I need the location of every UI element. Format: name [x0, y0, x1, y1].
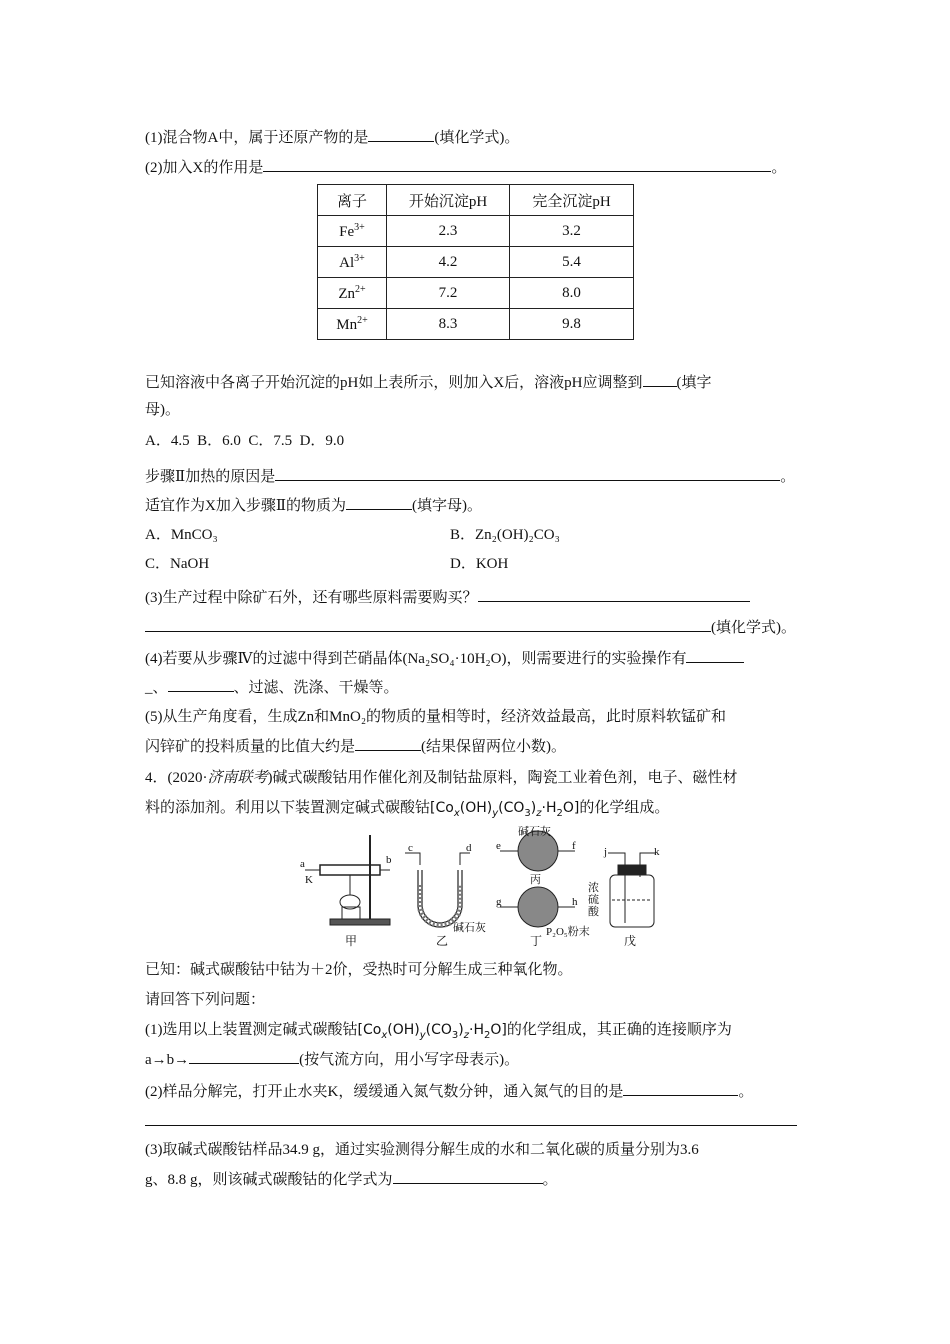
answer-blank [393, 1169, 543, 1184]
sub-question-2 [145, 1081, 753, 1102]
header-cell: 离子 [318, 185, 387, 216]
text: (结果保留两位小数)。 [421, 739, 567, 755]
text: (2)加入X的作用是 [145, 160, 264, 176]
text: (1)选用以上装置测定碱式碳酸钴 [145, 1022, 358, 1038]
ph-table [317, 184, 634, 340]
question-4 [145, 648, 744, 669]
paragraph [145, 495, 482, 516]
answer-blank [145, 1111, 797, 1126]
text: (填化学式)。 [434, 130, 520, 146]
svg-text:c: c [408, 842, 413, 854]
svg-text:酸: 酸 [588, 906, 599, 918]
sub-question-3: (3)取碱式碳酸钴样品34.9 g，通过实验测得分解生成的水和二氧化碳的质量分别为3.6 [145, 1142, 699, 1158]
instruction: 请回答下列问题： [145, 992, 266, 1008]
known-text: 已知：碱式碳酸钴中钴为＋2价，受热时可分解生成三种氧化物。 [145, 962, 573, 978]
cell: 8.3 [387, 309, 510, 340]
header-cell: 完全沉淀pH [510, 185, 634, 216]
text: (填字 [676, 375, 712, 391]
text: 的化学组成。 [579, 800, 670, 816]
text: 。 [738, 1084, 754, 1100]
text: )碱式碳酸钴用作催化剂及制钴盐原料，陶瓷工业着色剂，电子、磁性材 [267, 770, 738, 786]
svg-text:f: f [572, 840, 576, 852]
apparatus-diagram [290, 825, 670, 950]
answer-blank [686, 648, 744, 663]
cell: 9.8 [510, 309, 634, 340]
svg-text:乙: 乙 [436, 934, 449, 948]
text: (2)样品分解完，打开止水夹K，缓缓通入氮气数分钟，通入氮气的目的是 [145, 1084, 624, 1100]
svg-text:甲: 甲 [345, 934, 358, 948]
charge: 3+ [354, 252, 365, 264]
svg-text:戊: 戊 [624, 934, 637, 948]
text: (填化学式)。 [711, 620, 796, 636]
problem-4-cont [145, 798, 669, 824]
text: 适宜作为X加入步骤Ⅱ的物质为 [145, 498, 347, 514]
ion-cell [318, 278, 387, 309]
question-2 [145, 157, 786, 178]
answer-blank [145, 617, 711, 632]
text: 料的添加剂。利用以下装置测定碱式碳酸钴 [145, 800, 431, 816]
cell: 5.4 [510, 247, 634, 278]
option-d: D．KOH [450, 556, 509, 572]
text: (按气流方向，用小写字母表示)。 [299, 1052, 520, 1068]
ion: Zn [338, 285, 356, 302]
answer-blank [189, 1049, 299, 1064]
text: a→b→ [145, 1052, 190, 1068]
formula: $[Co_x(OH)_y(CO_3)_z\cdot H_2O]$ [357, 1022, 507, 1041]
source: 济南联考 [207, 770, 268, 786]
text: 已知溶液中各离子开始沉淀的pH如上表所示，则加入X后，溶液pH应调整到 [145, 375, 643, 391]
text: 步骤Ⅱ加热的原因是 [145, 469, 276, 485]
svg-text:碱石灰: 碱石灰 [518, 826, 551, 838]
svg-text:丁: 丁 [530, 934, 543, 948]
svg-text:h: h [572, 896, 578, 908]
cell: 4.2 [387, 247, 510, 278]
table-row [318, 247, 634, 278]
answer-blank [355, 736, 421, 751]
answer-blank [346, 495, 412, 510]
svg-text:硫: 硫 [588, 894, 599, 906]
question-1 [145, 127, 519, 148]
ion-cell [318, 309, 387, 340]
text: 4．(2020· [145, 770, 208, 786]
svg-text:浓: 浓 [588, 882, 599, 894]
ion: Mn [336, 316, 358, 333]
problem-4 [145, 768, 738, 788]
table-row [318, 278, 634, 309]
answer-blank [168, 677, 234, 692]
question-4-cont [145, 677, 399, 698]
svg-text:b: b [386, 854, 392, 866]
svg-text:j: j [604, 846, 608, 858]
cell: 2.3 [387, 216, 510, 247]
ion: Fe [339, 223, 355, 240]
svg-text:P₂O₅粉末: P₂O₅粉末 [546, 926, 590, 938]
apparatus-yi [405, 842, 486, 948]
table-row [318, 309, 634, 340]
svg-text:K: K [305, 874, 313, 886]
text: 闪锌矿的投料质量的比值大约是 [145, 739, 356, 755]
text: (3)生产过程中除矿石外，还有哪些原料需要购买？ [145, 590, 478, 606]
text: 母)。 [145, 402, 180, 418]
text: 。 [542, 1172, 558, 1188]
text: 。 [771, 160, 787, 176]
svg-text:碱石灰: 碱石灰 [453, 922, 486, 934]
answer-blank [478, 587, 750, 602]
header-cell: 开始沉淀pH [387, 185, 510, 216]
question-5-cont [145, 736, 566, 757]
answer-blank [643, 372, 677, 387]
text: 的化学组成，其正确的连接顺序为 [506, 1022, 732, 1038]
paragraph [145, 466, 795, 487]
table-row [318, 216, 634, 247]
charge: 2+ [357, 314, 368, 326]
question-3 [145, 587, 750, 608]
ion-cell [318, 216, 387, 247]
svg-text:a: a [300, 858, 305, 870]
answer-blank [623, 1081, 738, 1096]
sub-question-1-cont [145, 1049, 519, 1070]
ion-cell [318, 247, 387, 278]
text: _、 [145, 680, 168, 696]
charge: 2+ [355, 283, 366, 295]
table-header [318, 185, 634, 216]
text: (填字母)。 [412, 498, 483, 514]
apparatus-bing-ding [496, 825, 590, 948]
apparatus-wu [588, 846, 660, 948]
ion: Al [339, 254, 355, 271]
choices: A．4.5 B．6.0 C．7.5 D．9.0 [145, 433, 345, 449]
text: 。 [780, 469, 796, 485]
charge: 3+ [354, 221, 365, 233]
formula: $[Co_x(OH)_y(CO_3)_z\cdot H_2O]$ [430, 800, 580, 819]
cell: 3.2 [510, 216, 634, 247]
text: (1)混合物A中，属于还原产物的是 [145, 130, 369, 146]
option-a: A．MnCO₃ [145, 527, 218, 543]
cell: 8.0 [510, 278, 634, 309]
option-b: B．Zn₂(OH)₂CO₃ [450, 527, 560, 543]
text: 、过滤、洗涤、干燥等。 [233, 680, 399, 696]
svg-text:k: k [654, 846, 660, 858]
question-3-cont [145, 617, 796, 638]
answer-blank [263, 157, 771, 172]
text: (4)若要从步骤Ⅳ的过滤中得到芒硝晶体(Na₂SO₄·10H₂O)，则需要进行的实验操作有 [145, 651, 687, 667]
answer-blank [275, 466, 780, 481]
svg-text:丙: 丙 [530, 874, 541, 886]
sub-question-2-cont [145, 1111, 797, 1132]
option-c: C．NaOH [145, 556, 210, 572]
sub-question-1 [145, 1020, 732, 1046]
cell: 7.2 [387, 278, 510, 309]
svg-text:e: e [496, 840, 501, 852]
text: g、8.8 g，则该碱式碳酸钴的化学式为 [145, 1172, 393, 1188]
svg-text:d: d [466, 842, 472, 854]
paragraph [145, 372, 712, 393]
question-5: (5)从生产角度看，生成Zn和MnO₂的物质的量相等时，经济效益最高，此时原料软锰矿和 [145, 709, 727, 725]
apparatus-jia [300, 835, 392, 948]
sub-question-3-cont [145, 1169, 558, 1190]
svg-text:g: g [496, 896, 502, 908]
answer-blank [368, 127, 434, 142]
